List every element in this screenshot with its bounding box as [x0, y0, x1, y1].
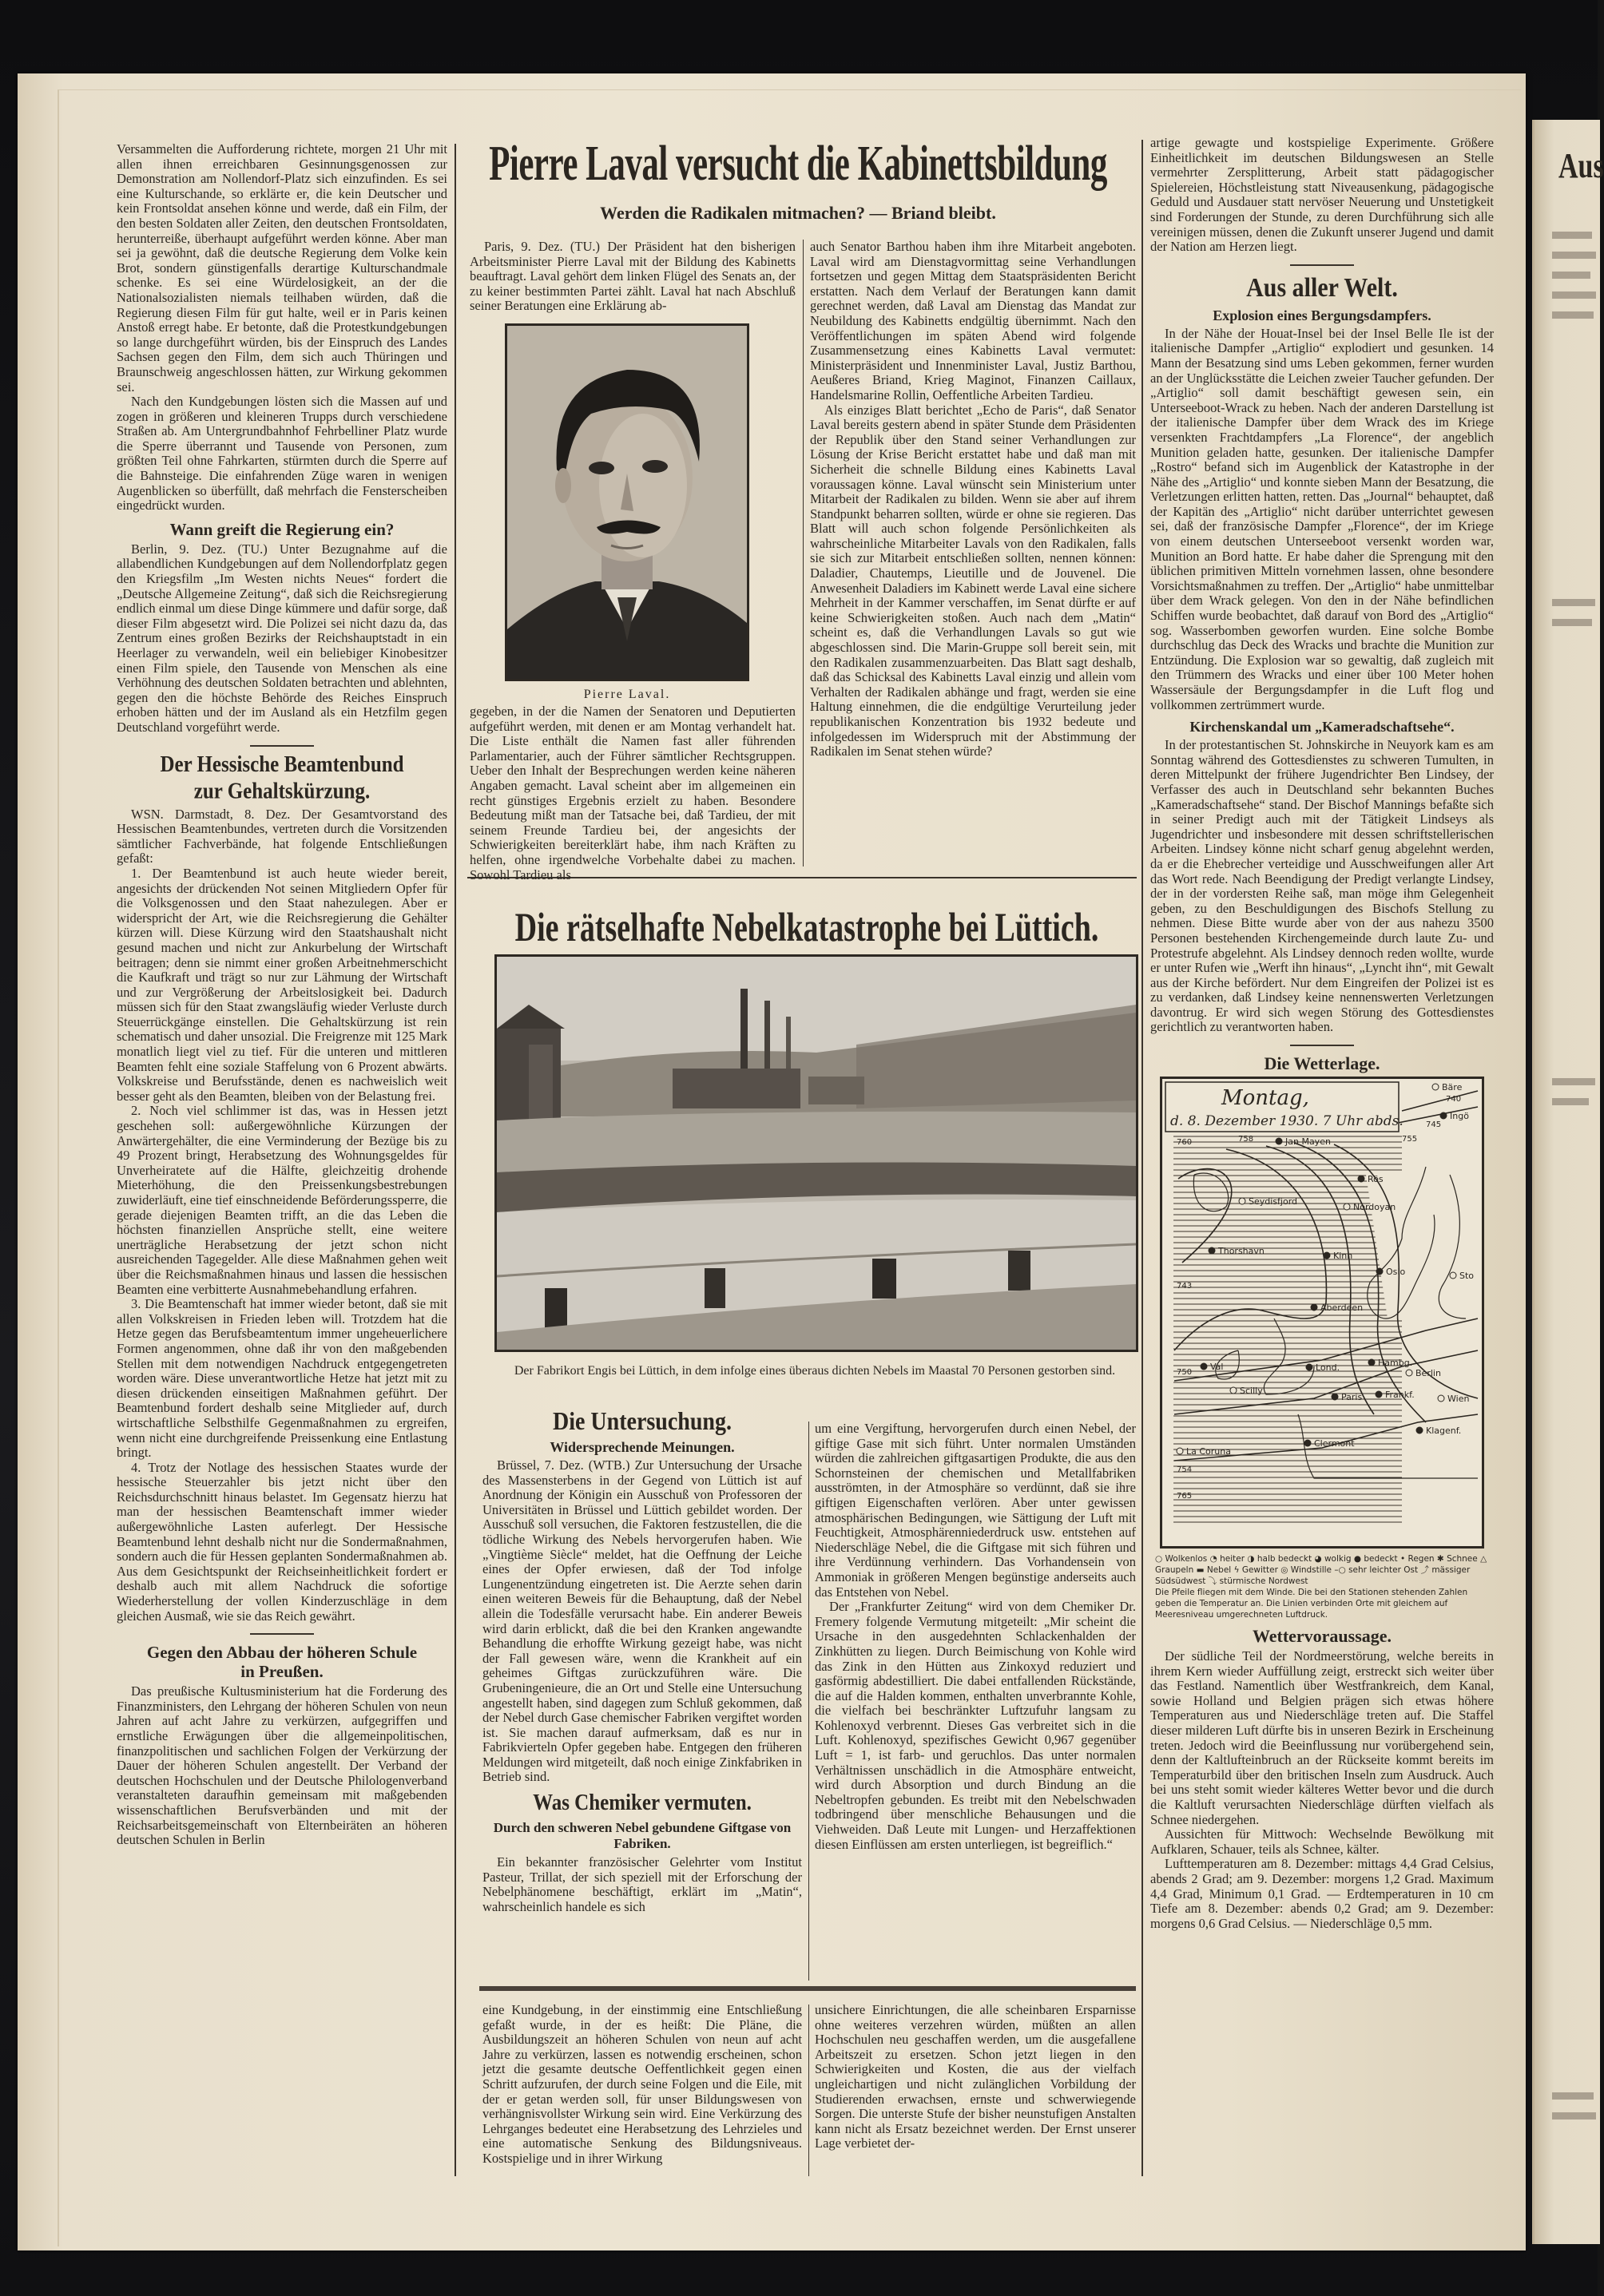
- legend-item: ⤴ mässiger Südsüdwest: [1155, 1565, 1471, 1587]
- facing-page-heading: Aus: [1558, 147, 1604, 186]
- isobar-value-label: 740: [1446, 1095, 1462, 1104]
- isobar-value-label: 760: [1177, 1138, 1193, 1148]
- isobar-value-label: 743: [1177, 1282, 1193, 1291]
- column-rule: [808, 1422, 809, 1981]
- facing-page-text-line: [1552, 1098, 1589, 1105]
- isobar-value-label: 765: [1177, 1492, 1193, 1501]
- legend-item: ◔ heiter: [1209, 1554, 1245, 1564]
- map-place-label: Nordoyan: [1353, 1202, 1396, 1213]
- article-paragraph: Der „Frankfurter Zeitung“ wird von dem Chemiker Dr. Fremery folgende Vermutung mitgeteilt: „Mir scheint die Ursache in den ausgedehnten Schlackenhalden der Zinkhütten zu liegen. Durch Beimischung von Kohle wird das Zink in den Hütten aus Zinkoxyd reduziert und gasförmig abdestilliert. Die dabei entfallenden Rückstände, die auf die Halden kommen, enthalten unverbrannte Kohle, die vielfach bei beschränkter Luftzufuhr langsam zu Kohlenoxyd verbrennt. Dieses Gas verbreitet sich in die Luft. Kohlenoxyd, spezifisches Gewicht 0,967 gegenüber Luft = 1, ist farb- und geruchlos. Das unter normalen Verhältnissen unschädlich in die Atmosphäre entweicht, wird durch Absorption und durch Bindung an die Nebeltropfen gebunden. Es treibt mit den Nebelschwaden todbringend über menschliche Behausungen und die Viehweiden. Daß Leute mit Lungen- und Herzaffektionen diesen Einflüssen am ersten unterliegen, ist begreiflich.“: [815, 1599, 1136, 1852]
- weather-station-marker: [1438, 1395, 1444, 1402]
- weather-station-marker: [1177, 1448, 1183, 1454]
- laval-column-b: [810, 240, 1136, 868]
- schule-continued-b: [815, 2003, 1136, 2177]
- map-place-label: Frankf.: [1385, 1390, 1415, 1401]
- article-heading-beamtenbund: [117, 751, 447, 805]
- separator: [250, 745, 314, 747]
- column-rule: [1141, 140, 1143, 2176]
- legend-item: ◑ halb bedeckt: [1247, 1554, 1312, 1564]
- separator: [250, 1633, 314, 1635]
- map-title-date: d. 8. Dezember 1930. 7 Uhr abds.: [1170, 1113, 1404, 1130]
- portrait-photo: [505, 323, 749, 681]
- article-heading-regierung: Wann greift die Regierung ein?: [169, 519, 395, 539]
- facing-page-text-line: [1552, 272, 1590, 279]
- facing-page-text-line: [1552, 2092, 1594, 2100]
- facing-page-edge: [1532, 120, 1604, 2244]
- weather-station-marker: [1324, 1252, 1330, 1259]
- weather-station-marker: [1304, 1440, 1311, 1446]
- legend-label: sehr leichter Ost: [1348, 1565, 1419, 1576]
- article-paragraph: WSN. Darmstadt, 8. Dez. Der Gesamtvorstand des Hessischen Beamtenbundes, vertreten durch die Vorsitzenden sämtlicher Fachverbände, hat folgende Entschließungen gefaßt:: [117, 806, 447, 866]
- map-place-label: Klagenf.: [1426, 1426, 1462, 1437]
- coastline: [1368, 1167, 1435, 1319]
- weather-station-marker: [1201, 1363, 1207, 1370]
- legend-label: Windstille: [1290, 1565, 1332, 1576]
- article-paragraph: unsichere Einrichtungen, die alle scheinbaren Ersparnisse ohne weiteres verzehren würden, müßten an allen Hochschulen neu geschaffen werden, um die ausgefallene Arbeitszeit zu ersetzen. Schon jetzt liegen in den Schwierigkeiten und Kosten, die aus der vielfach ungleichartigen und nicht zulänglichen Vorbildung der Studierenden erwachsen, ernste und schwerwiegende Sorgen. Die unterste Stufe der bisher neunstufigen Anstalten kann nicht als Ersatz bezeichnet werden. Der Ernst unserer Lage verbietet der-: [815, 2002, 1136, 2151]
- legend-label: bedeckt: [1364, 1554, 1398, 1564]
- legend-label: mässiger Südsüdwest: [1155, 1565, 1471, 1587]
- article-paragraph: artige gewagte und kostspielige Experimente. Größere Einheitlichkeit im deutschen Bildungswesen an Stelle vermehrter Zersplitterung, Arbeit statt pädagogischer Spielereien, Höchstleistung statt Niveausenkung, pädagogische Geduld und Ausdauer statt nervöser Neuerung und Unstetigkeit sind Forderungen der Stunde, zu deren Durchführung sich alle vereinigen müssen, denen die Zukunft unserer Jugend und damit der Nation am Herzen liegt.: [1150, 135, 1494, 255]
- laval-column-a-bottom: [470, 704, 796, 882]
- photo-caption: Der Fabrikort Engis bei Lüttich, in dem infolge eines überaus dichten Nebels im Maastal 70 Personen gestorben sind.: [514, 1364, 1116, 1378]
- legend-item: ▬ Nebel: [1196, 1565, 1232, 1576]
- facing-page-text-line: [1552, 2112, 1596, 2120]
- heading-wetterlage: Die Wetterlage.: [1264, 1053, 1380, 1074]
- weather-station-marker: [1406, 1370, 1412, 1376]
- weather-station-marker: [1440, 1112, 1447, 1119]
- legend-label: wolkig: [1324, 1554, 1352, 1564]
- article-paragraph: auch Senator Barthou haben ihm ihre Mitarbeit angeboten. Laval wird am Dienstagvormittag seine Verhandlungen fortsetzen und gegen Mittag dem Staatspräsidenten Bericht erstatten. Nach dem Verlauf der Beratungen kann damit gerechnet werden, daß Laval am Dienstag das Mandat zur Neubildung des Kabinetts endgültig übernimmt. Nach den Veröffentlichungen im späten Abend wird folgende Zusammensetzung eines Kabinetts Laval vermutet: Ministerpräsident und Innenminister Laval, Justiz Barthou, Aeußeres Briand, Krieg Maginot, Finanzen Caillaux, Handelsmarine Rollin, Oeffentliche Arbeiten Tardieu.: [810, 239, 1136, 402]
- article-paragraph: Berlin, 9. Dez. (TU.) Unter Bezugnahme auf die allabendlichen Kundgebungen auf dem Nollendorfplatz gegen den Kriegsfilm „Im Westen nichts Neues“ fordert die „Deutsche Allgemeine Zeitung“, daß sich die Reichsregierung endlich einmal um diese Dinge kümmere und dafür sorge, daß dieser Film abgesetzt wird. Die Polizei sei nicht dazu da, das Zentrum eines großen Bezirks der Reichshauptstadt in ein Heerlager zu verwandeln, weil ein beliebiger Kinobesitzer einen Film spiele, den Tausende von Menschen als eine Verhöhnung des deutschen Soldaten betrachten und ablehnten, gegen den die höchste Behörde des Reiches Einspruch erhoben hätten und der im Ausland als ein Hetzfilm gegen Deutschland vorgeführt werde.: [117, 541, 447, 735]
- column-rule: [455, 144, 456, 2176]
- legend-item: ⤵ stürmische Nordwest: [1208, 1576, 1308, 1587]
- map-place-label: Bäre: [1442, 1082, 1463, 1093]
- weather-station-marker: [1358, 1176, 1364, 1182]
- legend-item: ○ Wolkenlos: [1155, 1554, 1208, 1564]
- article-paragraph: Der südliche Teil der Nordmeerstörung, welche bereits in ihrem Kern wieder Auffüllung zeigt, erstreckt sich weiter über das Festland. Namentlich über Westfrankreich, dem Kanal, sowie Holland und Belgien prägen sich etwas höhere Temperaturen aus und Niederschläge treten auf. Die Staffel dieser milderen Luft dürfte bis in unseren Bezirk in Erscheinung treten. Jedoch wird die Beeinflussung nur vorübergehend sein, denn der Kaltlufteinbruch an der Rückseite kommt bereits im Temperaturbild über den britischen Inseln zum Ausdruck. Auch bei uns steht somit wieder kälteres Wetter bevor und die durch die Kaltluft verursachten Niederschläge dürften vielfach als Schnee niedergehen.: [1150, 1648, 1494, 1827]
- heading-line: Der Hessische Beamtenbund: [160, 752, 404, 777]
- nebel-column-a: [482, 1407, 802, 1984]
- article-paragraph: Ein bekannter französischer Gelehrter vom Institut Pasteur, Trillat, der sich speziell mit der Erforschung der Nebelphänomene beschäftigt, erklärt im „Matin“, wahrscheinlich handele es sich: [482, 1854, 802, 1914]
- portrait-image: [507, 326, 747, 679]
- weather-station-marker: [1239, 1198, 1245, 1204]
- weather-station-marker: [1306, 1364, 1312, 1370]
- map-place-label: Lond.: [1316, 1362, 1340, 1374]
- section-divider-thick: [479, 1986, 1136, 1991]
- facing-page-text-line: [1552, 311, 1594, 319]
- article-heading-schule: [117, 1643, 447, 1681]
- facing-page-text-line: [1552, 599, 1595, 606]
- isobar-value-label: 745: [1426, 1120, 1442, 1130]
- map-place-label: Seydisfjord: [1249, 1196, 1297, 1207]
- legend-label: Graupeln: [1155, 1565, 1194, 1576]
- nebel-column-b: [815, 1422, 1136, 1981]
- weather-station-marker: [1376, 1268, 1383, 1275]
- schule-continued-a: [482, 2003, 802, 2177]
- map-place-label: Paris: [1341, 1392, 1363, 1403]
- map-place-label: Jan Mayen: [1285, 1136, 1331, 1148]
- legend-item: △ Graupeln: [1155, 1554, 1487, 1576]
- laval-column-a-top: [470, 240, 796, 321]
- weather-station-marker: [1450, 1272, 1456, 1279]
- weather-station-marker: [1276, 1138, 1282, 1144]
- weather-legend: [1155, 1553, 1489, 1620]
- subheadline-laval: Werden die Radikalen mitmachen? — Briand bleibt.: [600, 203, 996, 223]
- facing-page-text-line: [1552, 252, 1596, 259]
- facing-page-text-line: [1552, 232, 1592, 239]
- article-paragraph: 1. Der Beamtenbund ist auch heute wieder bereit, angesichts der drückenden Not seinen Mitgliedern Opfer für die Volksgenossen und den Staat nahezulegen. Aber er widerspricht der Art, wie die Reichsregierung die Gehälter kürzen will. Diese Kürzung wird den Staatshaushalt nicht gesund machen und nicht zur Ankurbelung der Wirtschaft beitragen; denn sie nimmt einer großen Arbeitnehmerschicht die Kaufkraft und trägt so nur zur Lähmung der Wirtschaft und zur Vergrößerung der Arbeitslosigkeit bei. Dadurch müssen sich für den Staat zwangsläufig wieder Verluste durch Steuerrückgänge einstellen. Die Gehaltskürzung ist rein schematisch und daher unsozial. Die Freigrenze mit 125 Mark monatlich liegt viel zu tief. Für die unteren und mittleren Beamten fehlt eine soziale Staffelung von 6 Prozent abwärts. Volkskreise und Berufsstände, denen es nachweislich weit besser geht als den Beamten, bleiben von der Belastung frei.: [117, 865, 447, 1104]
- heading-kirchenskandal: Kirchenskandal um „Kameradschaftsehe“.: [1189, 719, 1455, 736]
- coastline: [1439, 1175, 1466, 1319]
- right-column: [1150, 136, 1494, 2252]
- article-paragraph: 3. Die Beamtenschaft hat immer wieder betont, daß sie mit allen Volkskreisen in Frieden leben will. Trotzdem hat die Hetze gegen das Berufsbeamtentum immer ungeheuerlichere Formen angenommen, ohne daß ihr von den maßgebenden Stellen mit dem notwendigen Nachdruck entgegengetreten worden wäre. Diese unverantwortliche Hetze hat jetzt mit zu diesen drückenden einseitigen Maßnahmen geführt. Der Beamtenbund fordert deshalb seine Mitglieder auf, durch wirtschaftliche Selbsthilfe Gegenmaßnahmen zu ergreifen, wenn nicht eine durchgreifende Preissenkung eine Entlastung bringt.: [117, 1296, 447, 1461]
- separator: [1290, 1045, 1354, 1046]
- article-paragraph: um eine Vergiftung, hervorgerufen durch einen Nebel, der giftige Gase mit sich führt. Unter normalen Umständen würden die zahlreichen giftgasartigen Produkte, die aus den Schornsteinen der chemischen und Metallfabriken ausströmten, in der Atmosphäre so verdünnt, daß sie ihre giftigen Eigenschaften verlören. Aber unter gewissen atmosphärischen Bedingungen, wie Sättigung der Luft mit Feuchtigkeit, Atmosphärenniederdruck usw. entstehen auf Niederschläge Nebel, die die Giftgase mit sich führen und ihre Verdünnung verhindern. Das Vorhandensein von Ammoniak in größeren Mengen begünstige anderseits auch das Entstehen von Nebel.: [815, 1421, 1136, 1600]
- isobar-line: [1266, 1146, 1374, 1414]
- weather-map-drawing: [1162, 1079, 1482, 1546]
- legend-item: ✱ Schnee: [1436, 1554, 1478, 1564]
- legend-note: Die Pfeile fliegen mit dem Winde. Die bei den Stationen stehenden Zahlen geben die Temperatur an. Die Linien verbinden Orte mit gleichem auf Meeresniveau umgerechneten Luftdruck.: [1155, 1588, 1468, 1620]
- heading-line: in Preußen.: [240, 1662, 324, 1682]
- legend-label: Gewitter: [1241, 1565, 1278, 1576]
- isobar-value-label: 758: [1238, 1135, 1254, 1144]
- weather-station-marker: [1368, 1359, 1375, 1366]
- headline-nebel: Die rätselhafte Nebelkatastrophe bei Lüttich.: [514, 905, 1099, 951]
- legend-item: ◎ Windstille: [1280, 1565, 1332, 1576]
- legend-label: Wolkenlos: [1165, 1554, 1208, 1564]
- article-paragraph: Aussichten für Mittwoch: Wechselnde Bewölkung mit Aufklaren, Schauer, teils als Schnee, kälter.: [1150, 1826, 1494, 1857]
- headline-laval: Pierre Laval versucht die Kabinettsbildung: [489, 137, 1107, 192]
- column-rule: [808, 2005, 809, 2176]
- weather-station-marker: [1416, 1427, 1423, 1434]
- section-heading-aus-aller-welt: Aus aller Welt.: [1246, 272, 1398, 303]
- weather-station-marker: [1230, 1387, 1237, 1394]
- weather-station-marker: [1376, 1391, 1382, 1398]
- map-place-label: Sto: [1459, 1271, 1475, 1282]
- weather-map: [1160, 1077, 1484, 1549]
- isobar-line: [1402, 1091, 1478, 1111]
- engis-factory-photo: [494, 954, 1138, 1352]
- isobar-line: [1294, 1143, 1426, 1422]
- legend-label: Schnee: [1447, 1554, 1478, 1564]
- facing-page-text-line: [1552, 291, 1596, 299]
- weather-station-marker: [1332, 1394, 1338, 1400]
- map-place-label: Clermont: [1314, 1438, 1355, 1449]
- legend-label: Nebel: [1206, 1565, 1232, 1576]
- article-paragraph: Lufttemperaturen am 8. Dezember: mittags 4,4 Grad Celsius, abends 2 Grad; am 9. Dezember: morgens 1,2 Grad. Maximum 4,4 Grad, Minimum 0,1 Grad. — Erdtemperaturen in 10 cm Tiefe am 8. Dezember: abends 0,2 Grad; am 9. Dezember: morgens 0,6 Grad Celsius. — Niederschläge 0,5 mm.: [1150, 1856, 1494, 1931]
- map-place-label: Kinn: [1333, 1251, 1353, 1262]
- legend-item: ● bedeckt: [1353, 1554, 1398, 1564]
- heading-line: Gegen den Abbau der höheren Schule: [146, 1643, 418, 1663]
- heading-wettervoraussage: Wettervoraussage.: [1252, 1626, 1392, 1647]
- article-paragraph: 4. Trotz der Notlage des hessischen Staates wurde der hessische Steuerzahler bis jetzt nicht über den Reichsdurchschnitt hinaus belastet. Im Gegensatz hierzu hat man der hessischen Beamtenschaft immer wieder außergewöhnliche Lasten auferlegt. Der Hessische Beamtenbund lehnt deshalb nicht nur die Sondermaßnahmen, sondern auch die für Hessen geplanten Sondermaßnahmen ab. Aus dem Gesichtspunkt der Reichseinheitlichkeit fordert er deshalb auch mit allem Nachdruck die sofortige Wiederherstellung der vollen Kinderzuschläge in dem gleichen Ausmaß, wie sie das Reich gewährt.: [117, 1459, 447, 1624]
- heading-line: zur Gehaltskürzung.: [193, 779, 371, 803]
- map-place-label: Aberdeen: [1320, 1303, 1364, 1314]
- subheading-chemiker: Durch den schweren Nebel gebundene Giftgase von Fabriken.: [493, 1820, 792, 1852]
- article-paragraph: In der protestantischen St. Johnskirche in Neuyork kam es am Sonntag während des Gottesdienstes zu schweren Tumulten, in deren Mittelpunkt der frühere Jugendrichter Ben Lindsey, der Verfasser des auch in Deutschland sehr bekannten Buches „Kameradschaftsehe“ stand. Der Bischof Mannings befaßte sich in seiner Predigt auch mit der Tätigkeit Lindseys als Jugendrichter und insbesondere mit dessen schriftstellerischen Arbeiten. Lindsey könne nicht scharf genug abgelehnt werden, da er die Ehebrecher verteidige und Ausschweifungen aller Art das Wort rede. Nach Beendigung der Predigt verlangte Lindsey, der in der vordersten Reihe saß, man möge ihm Gelegenheit geben, zu den Beschuldigungen des Bischofs Stellung zu nehmen. Diese Bitte wurde aber von der aus nahezu 3500 Personen bestehenden Kirchengemeinde durch laute Zu- und Protestrufe abgelehnt. Als Lindsey dennoch reden wollte, wurde er unter Rufen wie „Werft ihn hinaus“, „Lyncht ihn“, mit Gewalt aus der Kirche befördert. Nur dem Eingreifen der Polizei ist es zu verdanken, daß Lindsey keine nennenswerten Verletzungen davontrug. Er wird sich wegen Störung des Gottesdienstes gerichtlich zu verantworten haben.: [1150, 737, 1494, 1035]
- article-paragraph: Das preußische Kultusministerium hat die Forderung des Finanzministers, den Lehrgang der höheren Schulen von neun Jahren auf acht Jahre zu verkürzen, aufgegriffen und ernstliche Erwägungen über die allgemeinpolitischen, finanzpolitischen und sachlichen Folgen der Verkürzung der Dauer der höheren Schulen angestellt. Der Verband der deutschen Hochschulen und der Deutsche Philologenverband veranstalteten daraufhin gemeinsam mit maßgebenden wissenschaftlichen Berufsverbänden und mit der Reichsarbeitsgemeinschaft von Elternbeiräten an höheren deutschen Schulen in Berlin: [117, 1683, 447, 1848]
- article-paragraph: gegeben, in der die Namen der Senatoren und Deputierten aufgeführt werden, mit denen er am Montag verhandelt hat. Die Liste enthält die Namen fast aller führenden Parlamentarier, auch der Führer sämtlicher Rechtsgruppen. Ueber den Inhalt der Besprechungen werden keine näheren Angaben gemacht. Laval scheint aber im allgemeinen ein recht günstiges Ergebnis erzielt zu haben. Besondere Bedeutung mißt man der Tatsache bei, daß Tardieu, der mit seinem Freunde Tardieu bei, der angesichts der Schwierigkeiten bereiterklärt habe, ihm nach Kräften zu helfen, ohne irgendwelche Vorbehalte dabei zu machen. Sowohl Tardieu als: [470, 704, 796, 882]
- map-title-day: Montag,: [1221, 1086, 1309, 1111]
- legend-label: heiter: [1220, 1554, 1245, 1564]
- article-paragraph: Versammelten die Aufforderung richtete, morgen 21 Uhr mit allen ihnen erreichbaren Gesinnungsgenossen zur Demonstration am Nollendorf-Platz sich einzufinden. Es sei eine Kulturschande, so erklärte er, die kein Deutscher und kein Frontsoldat ansehen könne und werde, daß ein Film, der den besten Soldaten aller Zeiten, den deutschen Frontsoldaten, herunterreiße, überhaupt aufgeführt werden könne. Aber man sei ja gewöhnt, daß die deutsche Regierung dem Volke kein Brot, sondern günstigenfalls derartige Kulturschandmale schenke. Es sei eine Würdelosigkeit, an der die Nationalsozialisten niemals teilhaben würden, daß die Regierung diesen Film für gut halte, weil er in Paris keinen Anstoß erregt habe. Er betonte, daß die Protestkundgebungen so lange durchgeführt würden, bis der Einspruch des Landes Sachsen gegen den Film, dem sich auch Thüringen und Braunschweig angeschlossen hätten, zur Wirkung gekommen sei.: [117, 141, 447, 395]
- map-place-label: Scilly: [1240, 1386, 1263, 1397]
- map-place-label: Ingö: [1450, 1111, 1469, 1122]
- map-place-label: Wien: [1447, 1394, 1470, 1405]
- weather-station-marker: [1344, 1204, 1350, 1210]
- coastline: [1264, 1319, 1314, 1394]
- legend-label: halb bedeckt: [1257, 1554, 1312, 1564]
- weather-station-marker: [1432, 1084, 1439, 1090]
- isobar-value-label: 755: [1402, 1135, 1418, 1144]
- separator: [1290, 264, 1354, 266]
- weather-station-marker: [1209, 1247, 1215, 1254]
- map-place-label: La Coruna: [1186, 1446, 1231, 1457]
- legend-item: –○ sehr leichter Ost: [1334, 1565, 1419, 1576]
- map-place-label: Hambg.: [1378, 1358, 1413, 1369]
- article-paragraph: Brüssel, 7. Dez. (WTB.) Zur Untersuchung der Ursache des Massensterbens in der Gegend von Lüttich ist auf Anordnung der Königin ein Ausschuß von Professoren der Universitäten in Brüssel und Lüttich gebildet worden. Der Ausschuß soll versuchen, die Faktoren festzustellen, die die tödliche Wirkung des Nebels hervorgerufen haben. Wie „Vingtième Siècle“ meldet, hat die Oeffnung der Leiche eines der Opfer erwiesen, daß der Tod infolge Lungenentzündung eingetreten ist. Die Aerzte sehen darin einen weiteren Beweis für die Behauptung, daß der Nebel allein die Todesfälle verursacht habe. Ein anderer Beweis wird darin erblickt, daß die bei den Kranken angewandte Behandlung die erhoffte Wirkung gezeigt habe, was nicht der Fall gewesen wäre, wenn die Krankheit auf ein geheimes Giftgas zurückzuführen wäre. Die Grubeningenieure, die an Ort und Stelle eine Untersuchung angestellt haben, sind dagegen zum Schluß gekommen, daß der Nebel durch Gase chemischer Fabriken vergiftet worden ist. Sie machen darauf aufmerksam, daß es nur in Fabrikvierteln Opfer gegeben habe. Entgegen den früheren Meldungen wird mitgeteilt, daß noch einige Zinkfabriken in Betrieb sind.: [482, 1457, 802, 1785]
- heading-untersuchung: Die Untersuchung.: [552, 1408, 732, 1436]
- column-rule: [803, 240, 804, 866]
- map-place-label: Berlin: [1415, 1368, 1441, 1379]
- fog-landscape-image: [497, 957, 1136, 1350]
- article-paragraph: 2. Noch viel schlimmer ist das, was in Hessen jetzt geschehen soll: außergewöhnliche Kürzungen der Anwärtergehälter, die eine Verminderung der Bezüge bis zu 49 Prozent bringt, Herabsetzung des Wohnungsgeldes für Unverheiratete auf die Hälfte, gleichzeitig drohende Mieterhöhung, die den Preissenkungsbestrebungen zuwiderläuft, eine tief einschneidende Beförderungssperre, die gerade diejenigen Beamten trifft, an die das Leben die höchsten finanziellen Ansprüche stellt, eine weitere unerträgliche Herabsetzung der jetzt schon nicht ausreichenden Tagegelder. Alle diese Maßnahmen gehen weit über die Reichsmaßnahmen hinaus und lassen die hessischen Beamten eine verbitterte Ausnahmebehandlung erfahren.: [117, 1103, 447, 1297]
- legend-item: ϟ Gewitter: [1233, 1565, 1278, 1576]
- legend-item: ◕ wolkig: [1314, 1554, 1352, 1564]
- subheading-untersuchung: Widersprechende Meinungen.: [550, 1439, 735, 1455]
- facing-page-text-line: [1552, 619, 1592, 626]
- weather-station-marker: [1311, 1304, 1317, 1311]
- map-place-label: Rös: [1368, 1174, 1384, 1185]
- map-place-label: Val: [1210, 1362, 1224, 1373]
- article-paragraph: In der Nähe der Houat-Insel bei der Insel Belle Ile ist der italienische Dampfer „Artiglio“ explodiert und gesunken. 14 Mann der Besatzung sind ums Leben gekommen, ferner wurden an der Unglücksstätte die Leichen zweier Taucher gefunden. Der „Artiglio“ soll damit beschäftigt gewesen sein, ein Unterseeboot-Wrack zu heben. Nach der anderen Darstellung ist der italienische Dampfer über dem Wrack des im Kriege versenkten Frachtdampfers „La Florence“, der angeblich Munition geladen hatte, gesunken. Der italienische Dampfer „Rostro“ befand sich im Augenblick der Katastrophe in der Nähe des „Artiglio“ und konnte sieben Mann der Besatzung, die Verletzungen erlitten hatten, retten. Das „Journal“ behauptet, daß der Kapitän des „Artiglio“ nicht darüber unterrichtet gewesen sei, daß der französische Dampfer „Florence“, der im Kriege von einem deutschen Unterseeboot versenkt worden war, Munition an Bord hatte. Er habe daher die Sprengung mit den üblichen primitiven Mitteln vornehmen lassen, ohne besondere Vorsichtsmaßnahmen zu treffen. Der „Artiglio“ habe unmittelbar über dem Wrack gelegen. Von den in der Nähe befindlichen Schiffen wurde beobachtet, daß darauf von Bord des „Artiglio“ sog. Wasserbomben geworfen wurden. Eine solche Bombe durchschlug das Deck des Wracks und brachte die Munition zur Entzündung. Die Explosion war so gewaltig, daß zugleich mit den Trümmern des Wracks und einer über 100 Meter hohen Wassersäule der Bergungsdampfer in die Luft flog und vollkommen zertrümmert wurde.: [1150, 325, 1494, 712]
- portrait-caption: Pierre Laval.: [583, 688, 671, 701]
- isobar-value-label: 750: [1177, 1368, 1193, 1378]
- legend-item: • Regen: [1400, 1554, 1435, 1564]
- map-place-label: Thorshavn: [1218, 1246, 1265, 1257]
- article-paragraph: Paris, 9. Dez. (TU.) Der Präsident hat den bisherigen Arbeitsminister Pierre Laval mit der Bildung des Kabinetts beauftragt. Laval gehört dem linken Flügel des Senats an, der zu keiner bestimmten Partei zählt. Laval hat nach Abschluß seiner Beratungen eine Erklärung ab-: [470, 239, 796, 314]
- article-paragraph: Nach den Kundgebungen lösten sich die Massen auf und zogen in größeren und kleineren Trupps durch verschiedene Straßen ab. Am Untergrundbahnhof Fehrbelliner Platz wurde die Sperre überrannt und Tausende von Personen, zum größten Teil ohne Fahrkarten, stürmten durch die Sperre auf die Bahnsteige. Die einfahrenden Züge waren in wenigen Augenblicken so überfüllt, daß mehrfach die Fensterscheiben eingedrückt wurden.: [117, 394, 447, 514]
- article-paragraph: Als einziges Blatt berichtet „Echo de Paris“, daß Senator Laval bereits gestern abend in später Stunde dem Präsidenten der Republik über den Stand seiner Verhandlungen zur Lösung der Krise Bericht erstattet habe und daß man mit Sicherheit die schnelle Bildung eines Kabinetts Laval voraussagen könne. Laval wünscht sein Ministerium unter Mitarbeit der Radikalen zu bilden. Wenn sie aber auf ihrem Standpunkt beharren sollten, würde er ohne sie regieren. Das Blatt will auch schon folgende Persönlichkeiten als wahrscheinliche Mitarbeiter Lavals von den Radikalen, falls sie sich zur Mitarbeit entschließen sollten, nennen können: Daladier, Chautemps, Lieutille und de Jouvenel. Die Anwesenheit Daladiers im Kabinett werde Laval eine sichere Mehrheit in der Kammer verschaffen, im Senat dürfte er auf keine Schwierigkeiten stoßen. Auch nach dem „Matin“ scheint es, daß die Verhandlungen Lavals so gut wie abgeschlossen sind. Die Marin-Gruppe soll bereit sein, mit den Radikalen zusammenzuarbeiten. Das Blatt sagt deshalb, daß das Schicksal des Kabinetts Laval einzig und allein vom Verhalten der Radikalen abhänge und fragt, werden sie eine Haltung einnehmen, die die endgültige Verurteilung jeder republikanischen Konzentration bis 1932 bedeute und infolgedessen im Widerspruch mit der Abstimmung der Radikalen im Senat stehen würde?: [810, 402, 1136, 759]
- heading-explosion: Explosion eines Bergungsdampfers.: [1213, 307, 1431, 323]
- article-paragraph: eine Kundgebung, in der einstimmig eine Entschließung gefaßt wurde, in der es heißt: Die Pläne, die Ausbildungszeit an höheren Schulen von neun auf acht Jahre zu verkürzen, lassen es notwendig erscheinen, schon jetzt die gesamte deutsche Oeffentlichkeit gegen einen Schritt aufzurufen, der durch seine Folgen und die Eile, mit der er getan werden soll, für unser Bildungswesen von verhängnisvollster Wirkung sein wird. Eine Verkürzung des Lehrganges bedeutet eine Herabsetzung des Lehrzieles und eine automatische Senkung des Bildungsniveaus. Kostspielige und in ihrer Wirkung: [482, 2002, 802, 2166]
- heading-chemiker: Was Chemiker vermuten.: [533, 1790, 752, 1815]
- map-place-label: Oslo: [1386, 1267, 1406, 1278]
- left-column: [117, 142, 447, 2179]
- facing-page-text-line: [1552, 1078, 1595, 1085]
- isobar-value-label: 754: [1177, 1465, 1193, 1475]
- legend-label: Regen: [1407, 1554, 1435, 1564]
- legend-label: stürmische Nordwest: [1219, 1576, 1308, 1587]
